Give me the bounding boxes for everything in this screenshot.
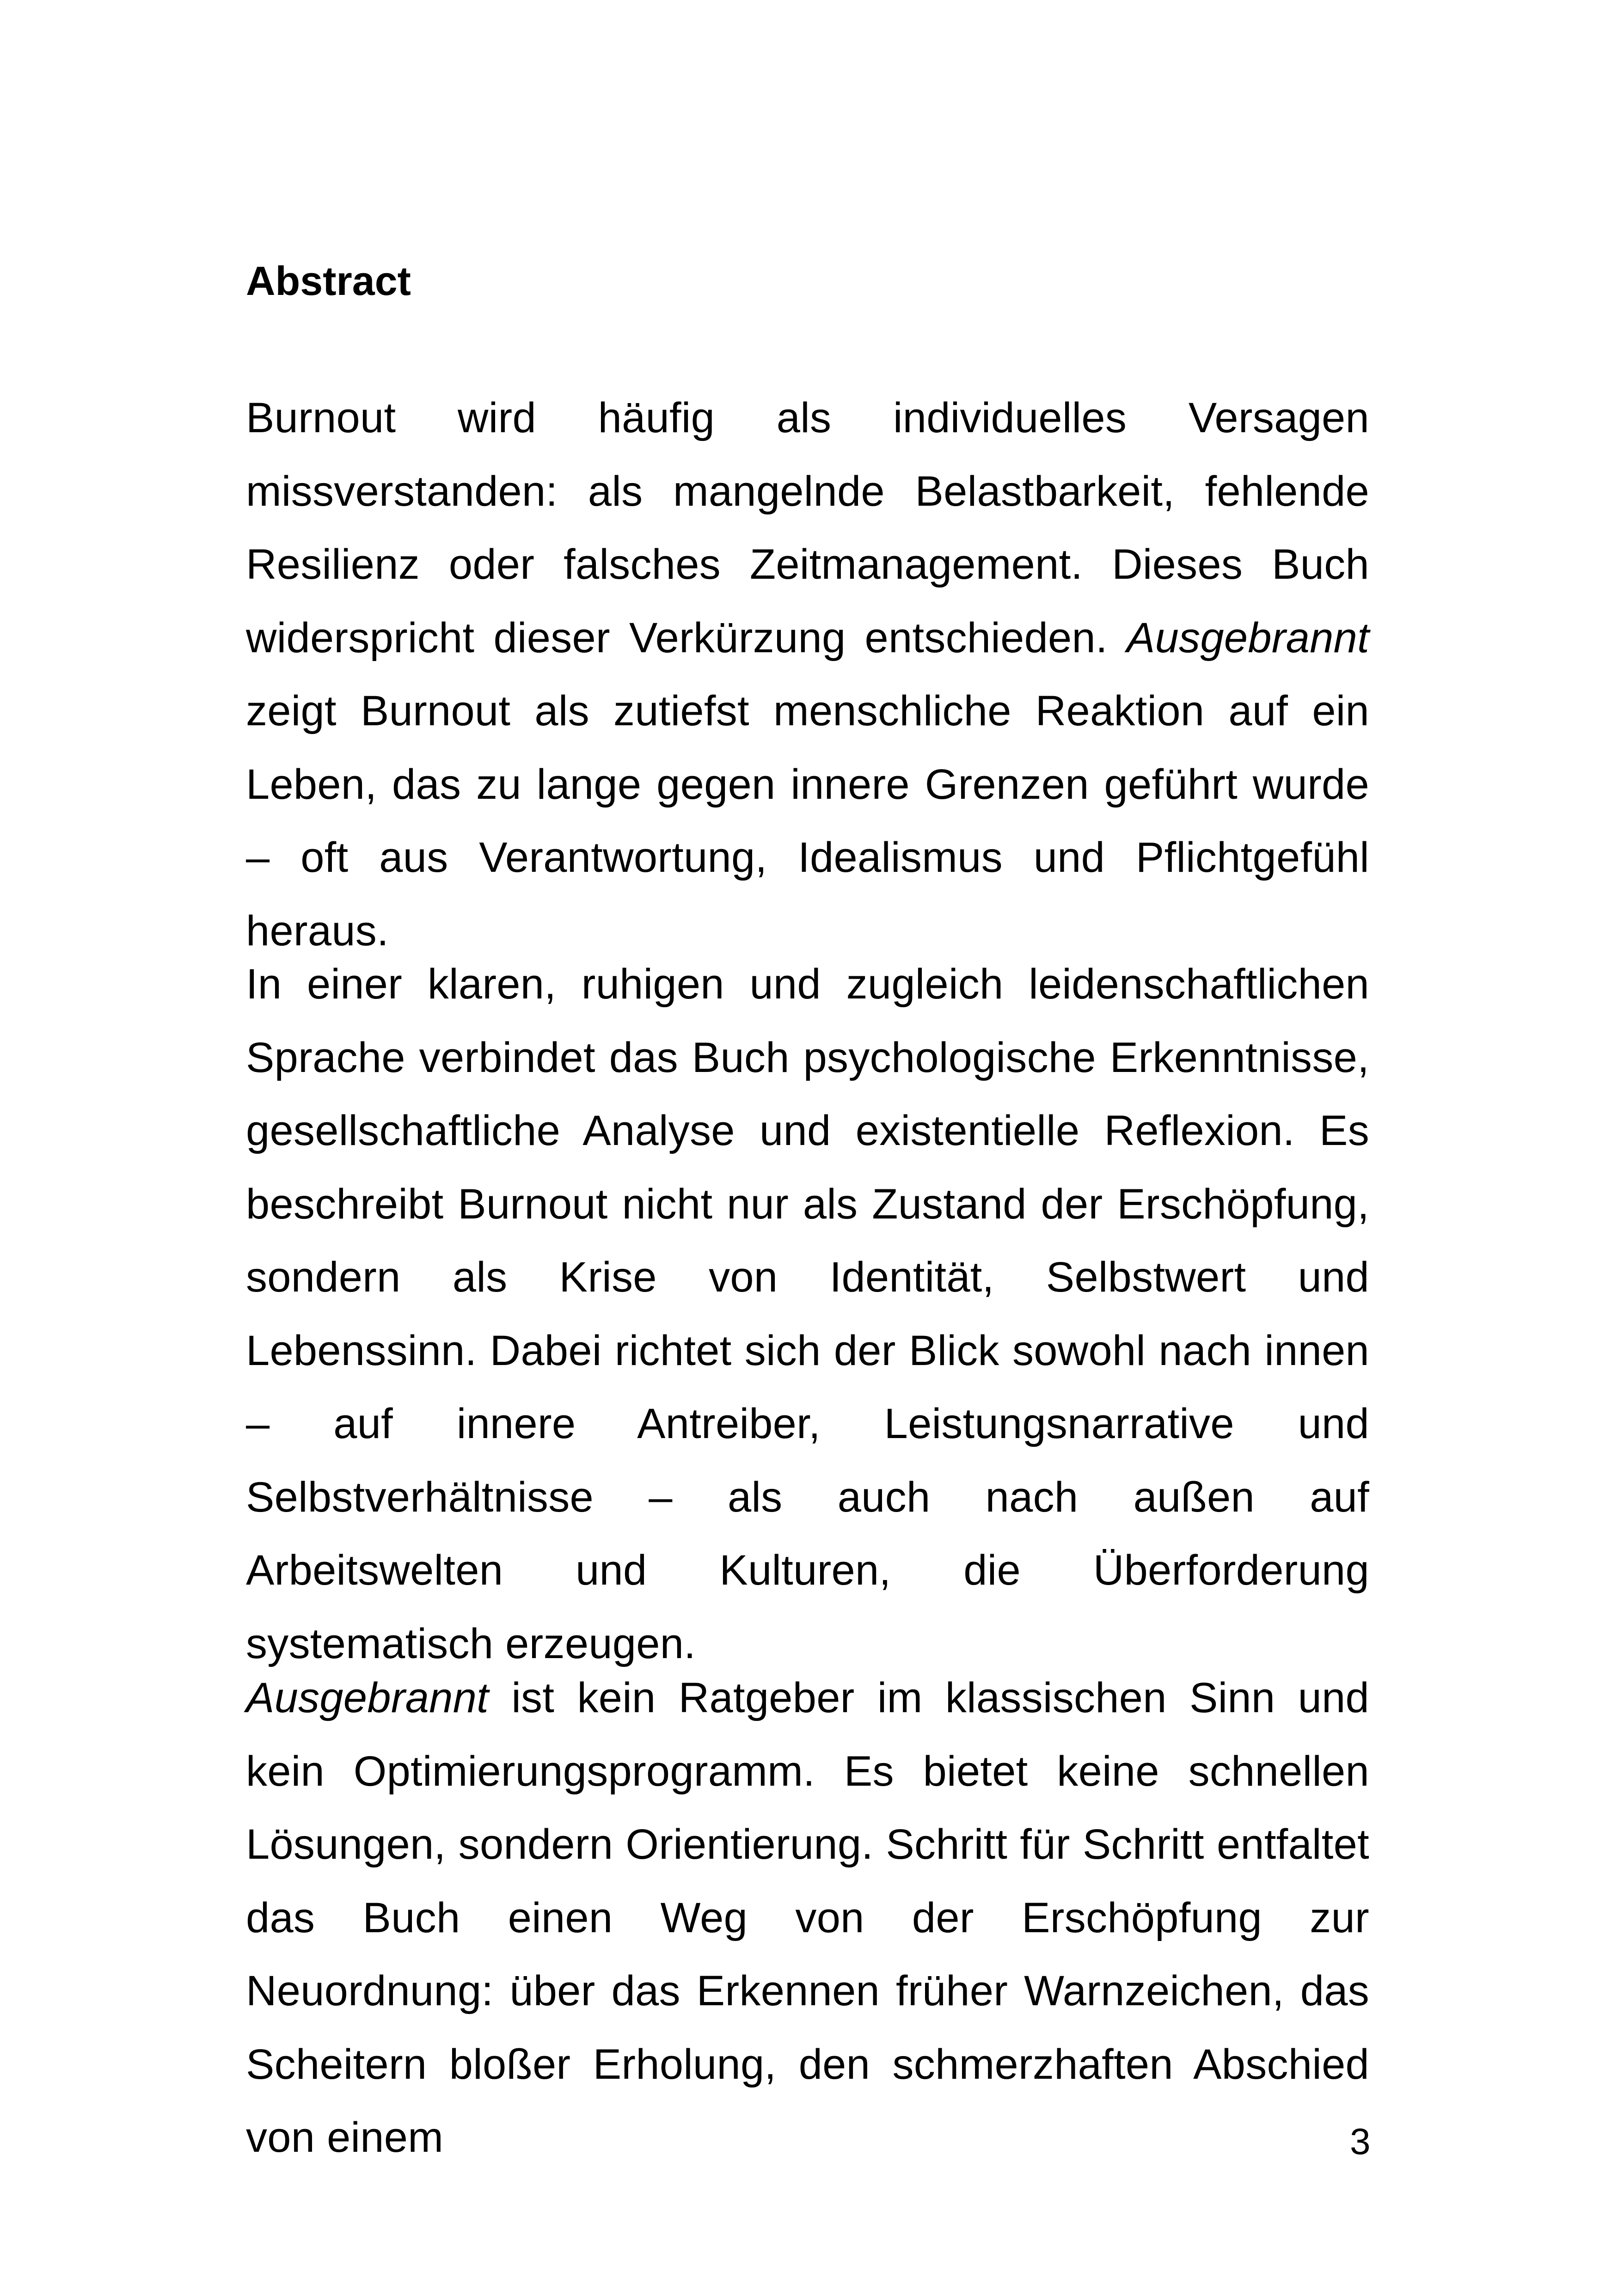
book-title-italic: Ausgebrannt [1126,614,1369,661]
paragraph-1-text-end: zeigt Burnout als zutiefst menschliche Reaktion auf ein Leben, das zu lange gegen innere Grenzen geführt wurde – oft aus Verantwortung, Idealismus und Pflichtgefühl heraus. [246,687,1369,955]
section-heading: Abstract [246,258,411,304]
paragraph-2 [246,948,1369,1680]
paragraph-3 [246,1661,1369,2174]
paragraph-3-text: ist kein Ratgeber im klassischen Sinn und kein Optimierungsprogramm. Es bietet keine schnellen Lösungen, sondern Orientierung. Schritt für Schritt entfaltet das Buch einen Weg von der Erschöpfung zur Neuordnung: über das Erkennen früher Warnzeichen, das Scheitern bloßer Erholung, den schmerzhaften Abschied von einem [246,1674,1369,2161]
paragraph-2-text: In einer klaren, ruhigen und zugleich leidenschaftlichen Sprache verbindet das Buch psychologische Erkenntnisse, gesellschaftliche Analyse und existentielle Reflexion. Es beschreibt Burnout nicht nur als Zustand der Erschöpfung, sondern als Krise von Identität, Selbstwert und Lebenssinn. Dabei richtet sich der Blick sowohl nach innen – auf innere Antreiber, Leistungsnarrative und Selbstverhältnisse – als auch nach außen auf Arbeitswelten und Kulturen, die Überforderung systematisch erzeugen. [246,961,1369,1667]
paragraph-1-text-start: Burnout wird häufig als individuelles Versagen missverstanden: als mangelnde Belastbarkeit, fehlende Resilienz oder falsches Zeitmanagement. Dieses Buch widerspricht dieser Verkürzung entschieden. [246,394,1369,661]
paragraph-1 [246,381,1369,967]
book-title-italic: Ausgebrannt [246,1674,489,1721]
page-number: 3 [1350,2121,1371,2162]
